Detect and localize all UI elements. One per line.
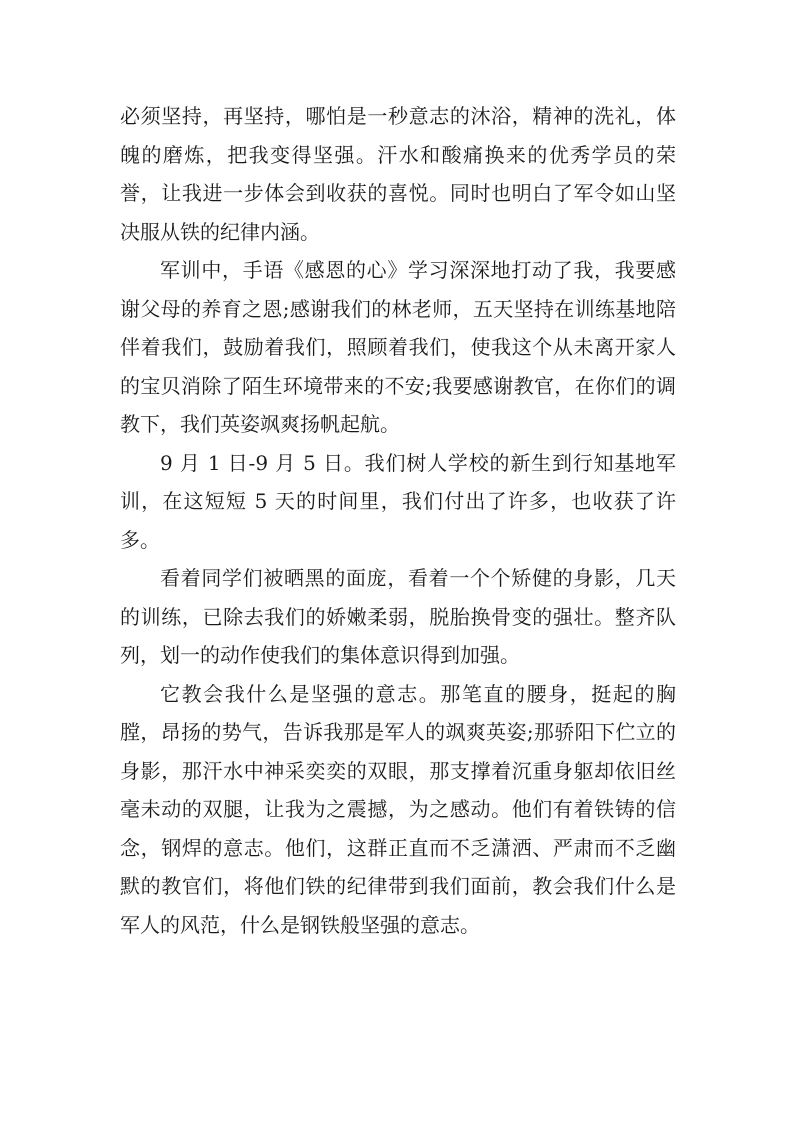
paragraph-1: 必须坚持，再坚持，哪怕是一秒意志的沐浴，精神的洗礼，体魄的磨炼，把我变得坚强。汗水和酸痛换来的优秀学员的荣誉，让我进一步体会到收获的喜悦。同时也明白了军令如山坚决服从铁的纪律内涵。 xyxy=(120,104,676,244)
paragraph-5: 它教会我什么是坚强的意志。那笔直的腰身，挺起的胸膛，昂扬的势气，告诉我那是军人的飒爽英姿;那骄阳下伫立的身影，那汗水中神采奕奕的双眼，那支撑着沉重身躯却依旧丝毫未动的双腿，让我为之震撼，为之感动。他们有着铁铸的信念，钢焊的意志。他们，这群正直而不乏潇洒、严肃而不乏幽默的教官们，将他们铁的纪律带到我们面前，教会我们什么是军人的风范，什么是钢铁般坚强的意志。 xyxy=(120,681,676,937)
paragraph-4: 看着同学们被晒黑的面庞，看着一个个矫健的身影，几天的训练，已除去我们的娇嫩柔弱，脱胎换骨变的强壮。整齐队列，划一的动作使我们的集体意识得到加强。 xyxy=(120,566,676,667)
document-body xyxy=(120,97,676,944)
paragraph-2: 军训中，手语《感恩的心》学习深深地打动了我，我要感谢父母的养育之恩;感谢我们的林老师，五天坚持在训练基地陪伴着我们，鼓励着我们，照顾着我们，使我这个从未离开家人的宝贝消除了陌生环境带来的不安;我要感谢教官，在你们的调教下，我们英姿飒爽扬帆起航。 xyxy=(120,258,676,436)
paragraph-3: 9 月 1 日-9 月 5 日。我们树人学校的新生到行知基地军训，在这短短 5 天的时间里，我们付出了许多，也收获了许多。 xyxy=(120,450,676,552)
